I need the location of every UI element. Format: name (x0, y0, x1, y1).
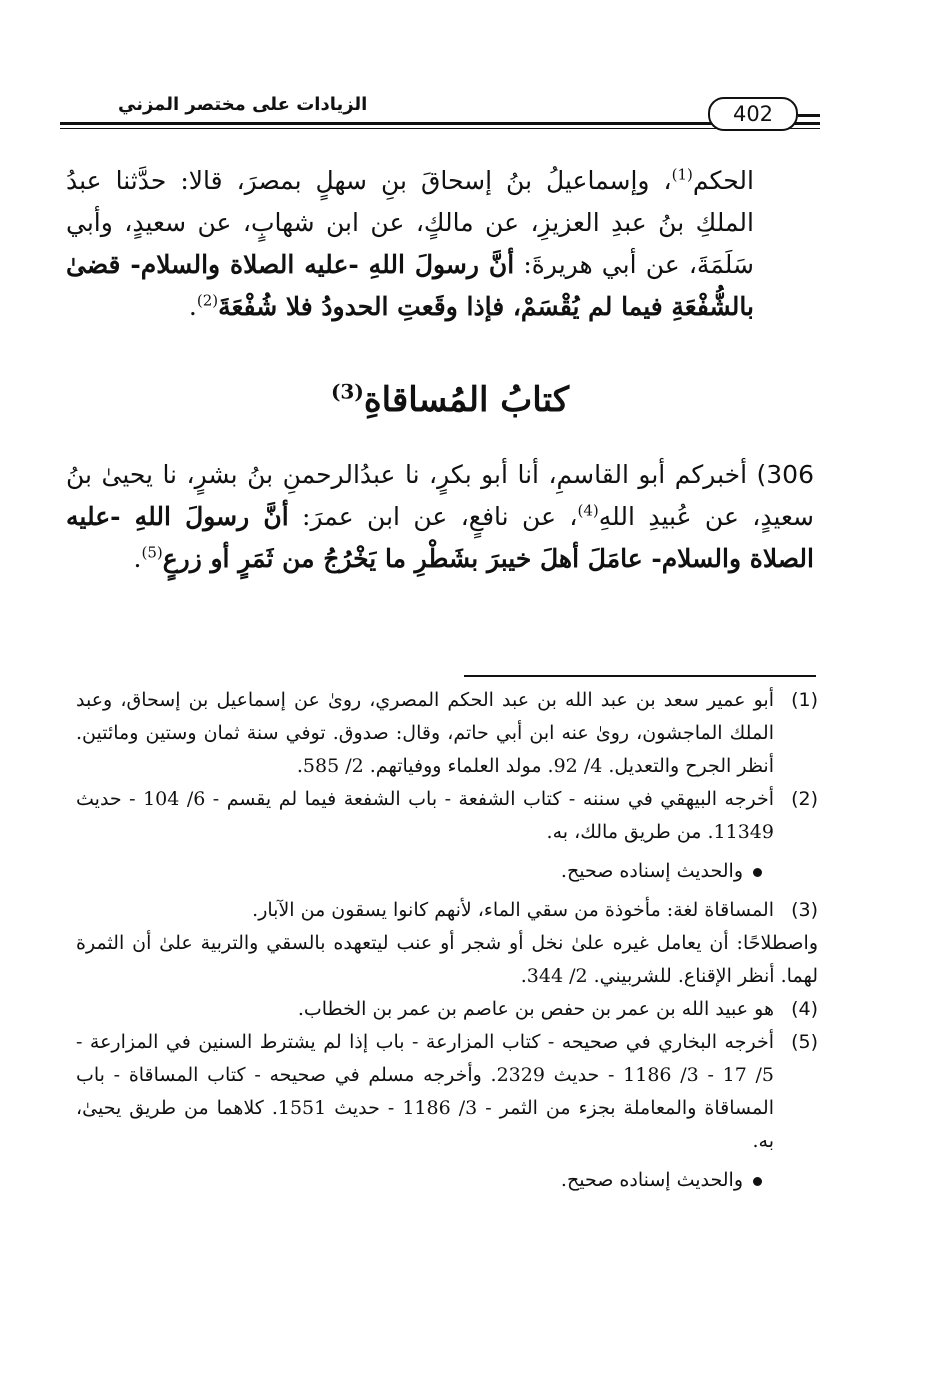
footnote-text: أبو عمير سعد بن عبد الله بن عبد الحكم المصري، روىٰ عن إسماعيل بن إسحاق، وعبد الملك الماجشون، روىٰ عنه ابن أبي حاتم، وقال: صدوق. توفي سنة ثمان وستين ومائتين. أنظر الجرح والتعديل. 4/ 92. مولد العلماء ووفياتهم. 2/ 585. (76, 689, 774, 777)
header-rule-thin (60, 128, 820, 129)
text: أخبركم أبو القاسمِ، أنا أبو بكرٍ، نا عبدُالرحمنِ بنُ بشرٍ، نا يحيىٰ بنُ سعيدٍ، عن عُبيدِ اللهِ (66, 460, 815, 531)
text: ، عن نافعٍ، عن ابن عمرَ: (288, 502, 578, 531)
page-number: 402 (708, 97, 798, 131)
footnote-ref-4: (4) (577, 501, 599, 520)
footnote-1 (76, 684, 818, 783)
footnote-ref-3: (3) (330, 379, 364, 404)
text: الحكم (692, 166, 754, 195)
footnote-text: هو عبيد الله بن عمر بن حفص بن عاصم بن عمر بن الخطاب. (297, 998, 774, 1020)
bullet-icon (753, 868, 762, 877)
hadith-matn: أنَّ رسولَ اللهِ -عليه الصلاة والسلام- قضىٰ بالشُّفْعَةِ فيما لم يُقْسَمْ، فإذا وقَعتِ الحدودُ فلا شُفْعَةَ (66, 250, 754, 321)
footnote-ref-2: (2) (196, 291, 219, 310)
text: . (133, 544, 142, 573)
footnote-text: أخرجه البخاري في صحيحه - كتاب المزارعة - باب إذا لم يشترط السنين في المزارعة - 5/ 17 - 3/ 1186 - حديث 2329. وأخرجه مسلم في صحيحه - كتاب المساقاة - باب المساقاة والمعاملة بجزء من الثمر - 3/ 1186 - حديث 1551. كلاهما من طريق يحيىٰ، به. (76, 1031, 775, 1152)
footnote-2-note (76, 855, 818, 888)
footnote-2 (76, 783, 818, 849)
chapter-title (200, 380, 700, 420)
hadith-number: 306) (756, 460, 814, 489)
footnote-4 (76, 993, 818, 1026)
page-header (60, 92, 820, 138)
note-text: والحديث إسناده صحيح. (560, 860, 743, 882)
running-title: الزيادات على مختصر المزني (118, 94, 368, 115)
footnote-number: (3) (791, 899, 818, 921)
footnote-number: (4) (791, 998, 818, 1020)
header-rule-tail (798, 114, 820, 117)
footnote-separator (464, 675, 816, 677)
bullet-icon (753, 1177, 762, 1186)
paragraph-2 (66, 454, 814, 580)
footnote-3-continued (76, 927, 818, 993)
paragraph-1 (66, 160, 754, 328)
note-text: والحديث إسناده صحيح. (560, 1169, 743, 1191)
text: ، وإسماعيلُ بنُ إسحاقَ بنِ سهلٍ بمصرَ، قالا: حدَّثنا عبدُ الملكِ بنُ عبدِ العزيزِ، عن مالكٍ، عن ابن شهابٍ، عن سعيدٍ، وأبي سَلَمَةَ، عن أبي هريرةَ: (66, 166, 754, 279)
footnote-number: (1) (791, 689, 818, 711)
footnote-5 (76, 1026, 818, 1158)
header-rule (60, 122, 820, 125)
footnote-3 (76, 894, 818, 927)
footnote-text: المساقاة لغة: مأخوذة من سقي الماء، لأنهم كانوا يسقون من الآبار. (252, 899, 774, 921)
chapter-title-text: كتابُ المُساقاةِ (363, 380, 570, 420)
footnote-number: (2) (791, 788, 818, 810)
footnote-ref-1: (1) (671, 165, 693, 184)
footnote-text: أخرجه البيهقي في سننه - كتاب الشفعة - باب الشفعة فيما لم يقسم - 6/ 104 - حديث 11349. من طريق مالك، به. (76, 788, 774, 843)
footnote-ref-5: (5) (141, 543, 163, 562)
footnote-5-note (76, 1164, 818, 1197)
footnote-text: واصطلاحًا: أن يعامل غيره علىٰ نخل أو شجر أو عنب ليتعهده بالسقي والتربية علىٰ أن الثمرة لهما. أنظر الإقناع. للشربيني. 2/ 344. (76, 932, 818, 987)
hadith-matn: أنَّ رسولَ اللهِ -عليه الصلاة والسلام- عامَلَ أهلَ خيبرَ بشَطْرِ ما يَخْرُجُ من ثَمَرٍ أو زرعٍ (66, 502, 814, 573)
text: . (188, 292, 197, 321)
footnotes (76, 684, 818, 1203)
footnote-number: (5) (791, 1031, 818, 1053)
